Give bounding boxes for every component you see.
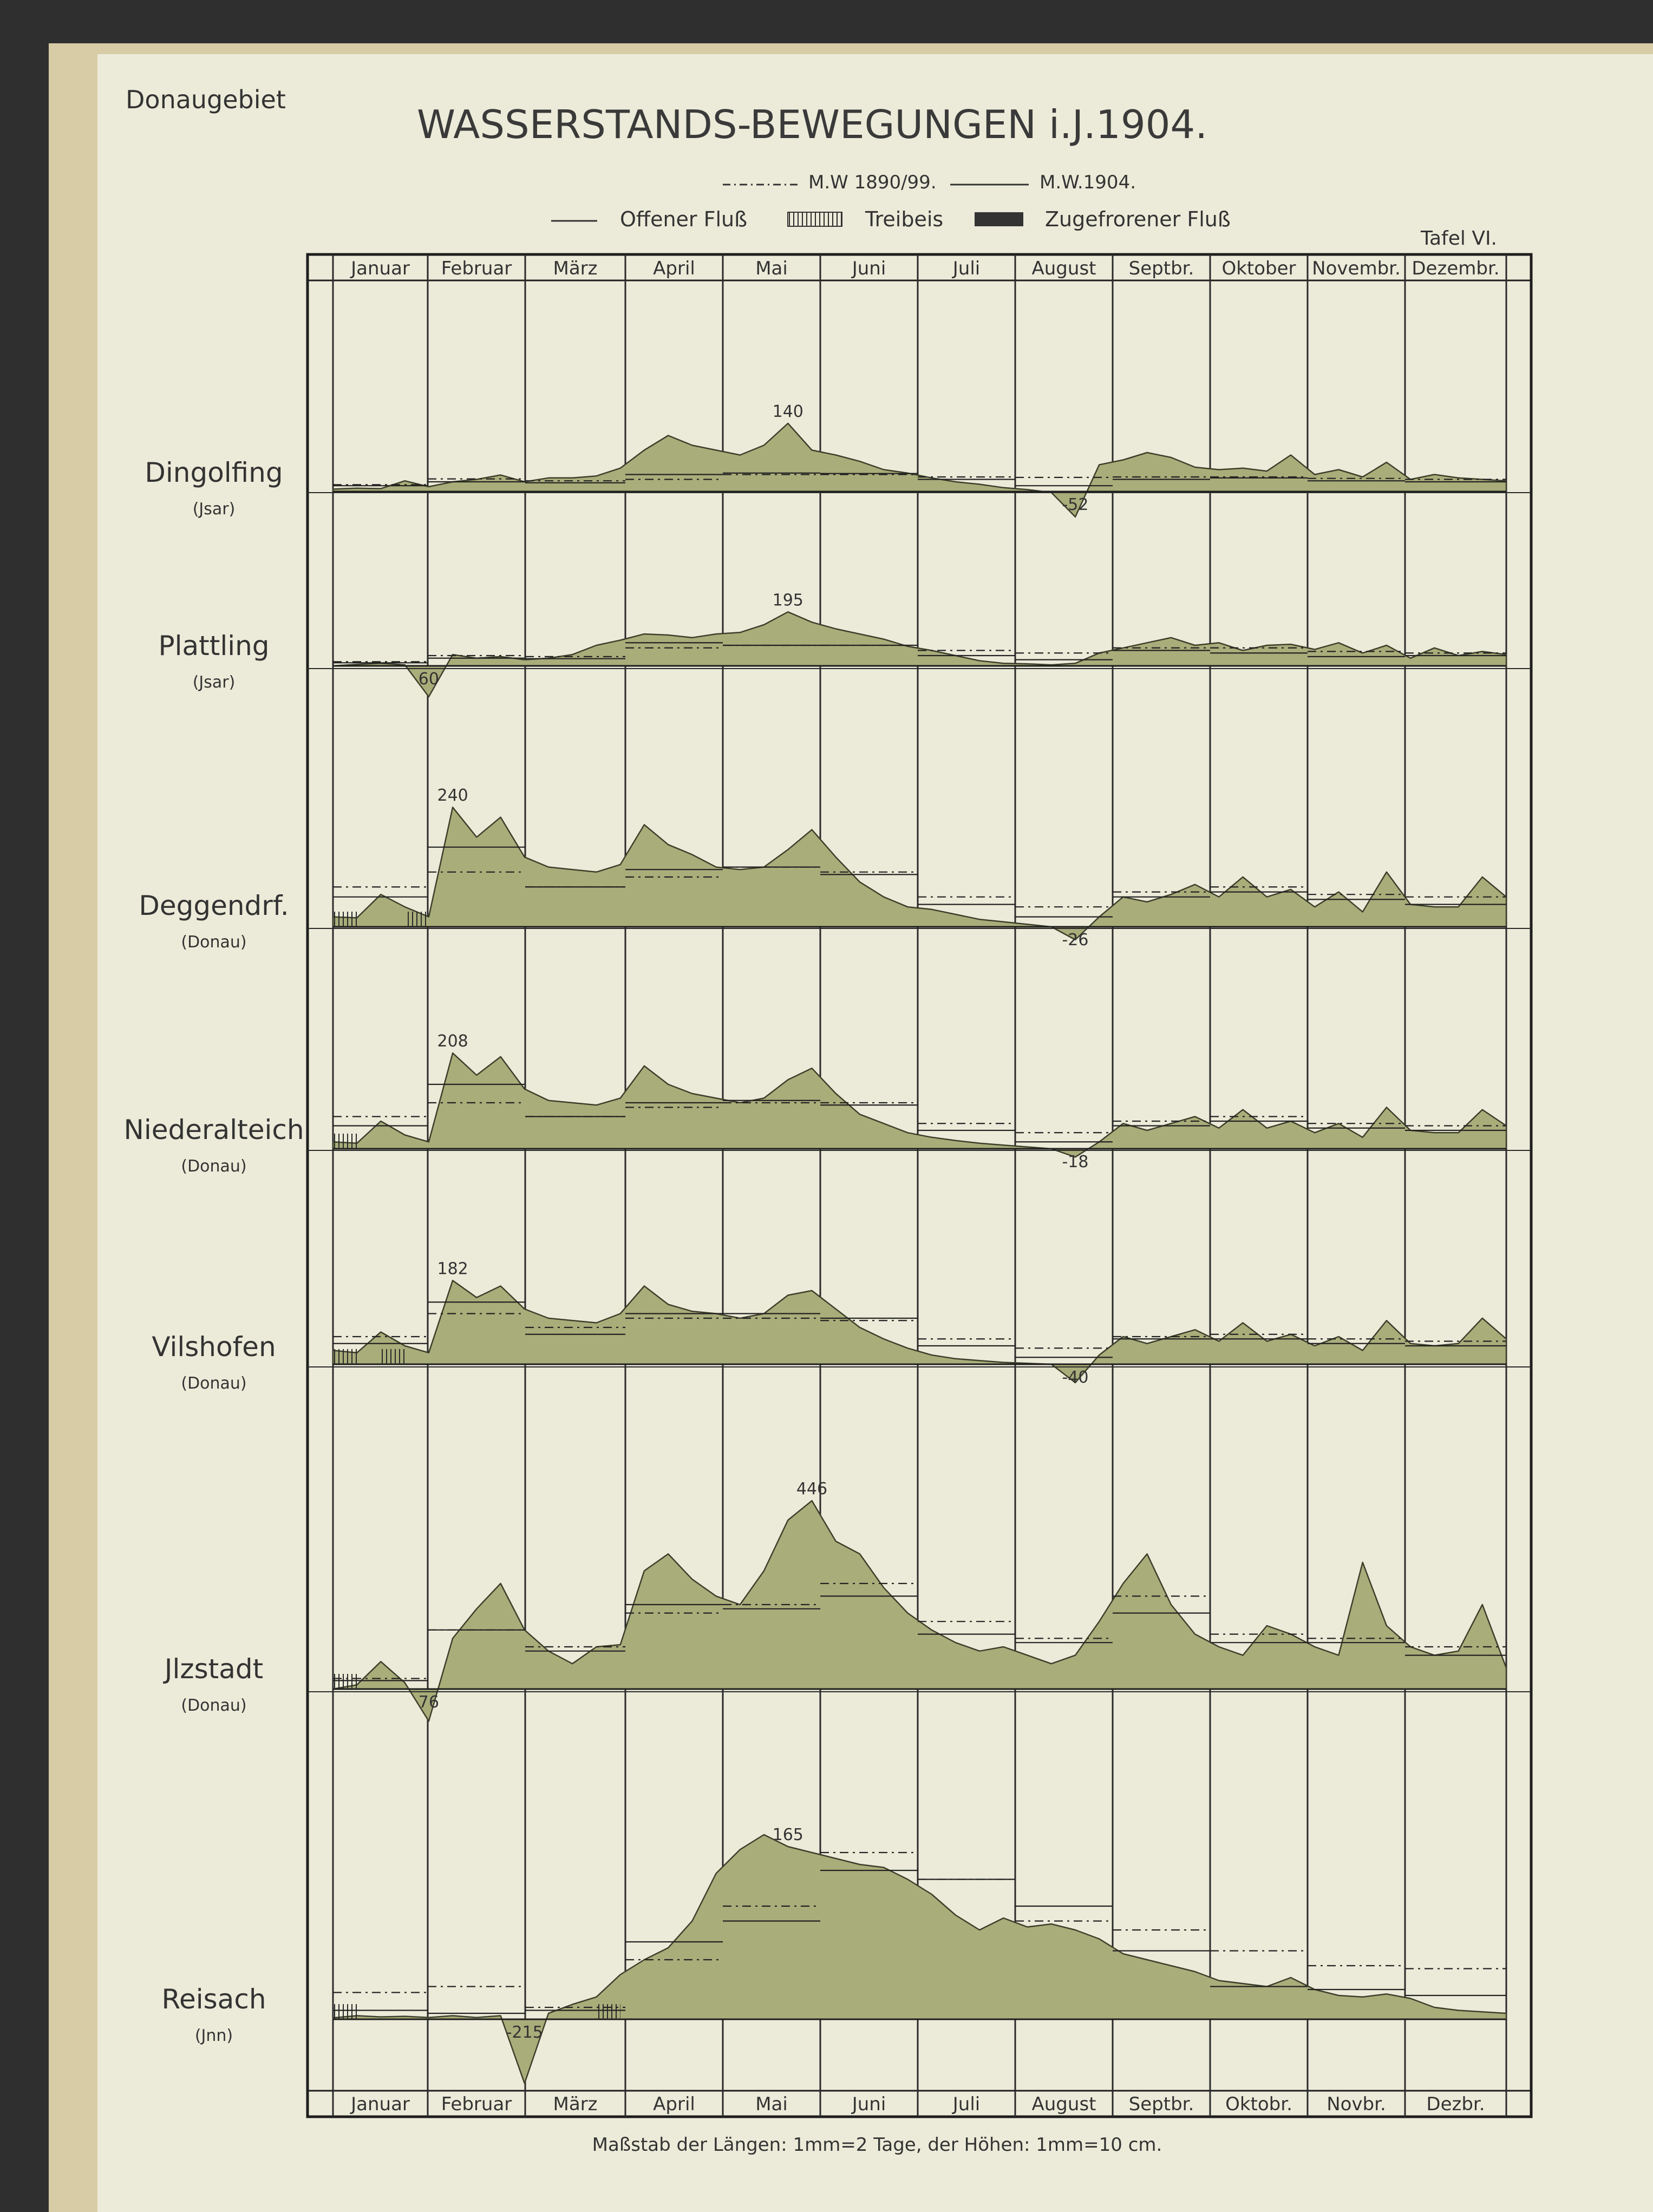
value-annotation: 60 [418, 670, 439, 689]
station-name: Niederalteich [123, 1114, 304, 1146]
value-annotation: 182 [437, 1259, 468, 1279]
month-label-top: April [653, 258, 695, 279]
month-label-bottom: Juni [852, 2093, 886, 2115]
legend-drift-swatch [788, 212, 842, 226]
ice-drift-marker [333, 1674, 357, 1689]
ice-drift-marker [333, 1134, 357, 1149]
value-annotation: 165 [772, 1825, 803, 1844]
ice-drift-marker [381, 1349, 404, 1364]
legend-drift-label: Treibeis [865, 207, 944, 231]
value-annotation: 195 [772, 591, 803, 610]
station-name: Reisach [161, 1984, 266, 2015]
month-label-top: März [553, 258, 598, 279]
month-label-bottom: Januar [351, 2093, 410, 2115]
ice-drift-marker [333, 1349, 357, 1364]
value-annotation: 240 [437, 786, 468, 806]
river-name: (Jnn) [194, 2026, 233, 2045]
river-name: (Donau) [181, 933, 247, 952]
value-annotation: 446 [796, 1480, 828, 1499]
month-label-bottom: Novbr. [1327, 2093, 1386, 2115]
month-label-top: Januar [351, 258, 410, 279]
ice-drift-marker [333, 2004, 357, 2019]
legend-mw-long-label: M.W 1890/99. [808, 172, 937, 193]
value-annotation: 140 [772, 402, 803, 421]
month-label-bottom: Dezbr. [1426, 2093, 1485, 2115]
month-label-top: Mai [755, 258, 788, 279]
station-name: Vilshofen [152, 1331, 276, 1363]
scale-note: Maßstab der Längen: 1mm=2 Tage, der Höhen: 1mm=10 cm. [592, 2134, 1162, 2156]
month-label-bottom: Mai [755, 2093, 788, 2115]
value-annotation: -215 [506, 2023, 543, 2042]
month-label-top: Februar [441, 258, 512, 279]
river-name: (Donau) [181, 1696, 247, 1715]
ice-drift-marker [596, 2004, 620, 2019]
month-label-top: Oktober [1221, 258, 1296, 279]
month-label-top: August [1031, 258, 1096, 279]
month-label-bottom: Oktobr. [1225, 2093, 1292, 2115]
month-label-top: Novembr. [1312, 258, 1401, 279]
region-label: Donaugebiet [126, 85, 286, 114]
ice-drift-marker [333, 912, 357, 927]
legend-frozen-label: Zugefrorener Fluß [1045, 207, 1231, 231]
month-label-top: Septbr. [1128, 258, 1194, 279]
plate-number: Tafel VI. [1420, 227, 1497, 250]
river-name: (Donau) [181, 1374, 247, 1393]
month-label-top: Juni [852, 258, 886, 279]
chart-title: WASSERSTANDS-BEWEGUNGEN i.J.1904. [416, 102, 1208, 147]
value-annotation: -40 [1062, 1368, 1089, 1387]
month-label-bottom: April [653, 2093, 695, 2115]
month-label-bottom: März [553, 2093, 598, 2115]
month-label-bottom: Septbr. [1128, 2093, 1194, 2115]
river-name: (Donau) [181, 1157, 247, 1176]
ice-drift-marker [405, 912, 429, 927]
station-name: Jlzstadt [164, 1653, 264, 1685]
value-annotation: 208 [437, 1032, 468, 1051]
month-label-top: Juli [952, 258, 981, 279]
value-annotation: -26 [1062, 931, 1089, 950]
month-label-bottom: Februar [441, 2093, 512, 2115]
river-name: (Jsar) [192, 673, 236, 692]
month-label-top: Dezembr. [1412, 258, 1500, 279]
value-annotation: -52 [1062, 495, 1089, 514]
legend-mw-year-label: M.W.1904. [1040, 172, 1136, 193]
legend-open-label: Offener Fluß [620, 207, 748, 231]
river-name: (Jsar) [192, 500, 236, 519]
value-annotation: 76 [418, 1693, 439, 1712]
station-name: Deggendrf. [139, 890, 289, 921]
station-name: Dingolfing [145, 457, 283, 488]
month-label-bottom: August [1031, 2093, 1096, 2115]
station-name: Plattling [158, 630, 270, 662]
legend-frozen-swatch [975, 212, 1023, 226]
month-label-bottom: Juli [952, 2093, 981, 2115]
value-annotation: -18 [1062, 1153, 1089, 1172]
